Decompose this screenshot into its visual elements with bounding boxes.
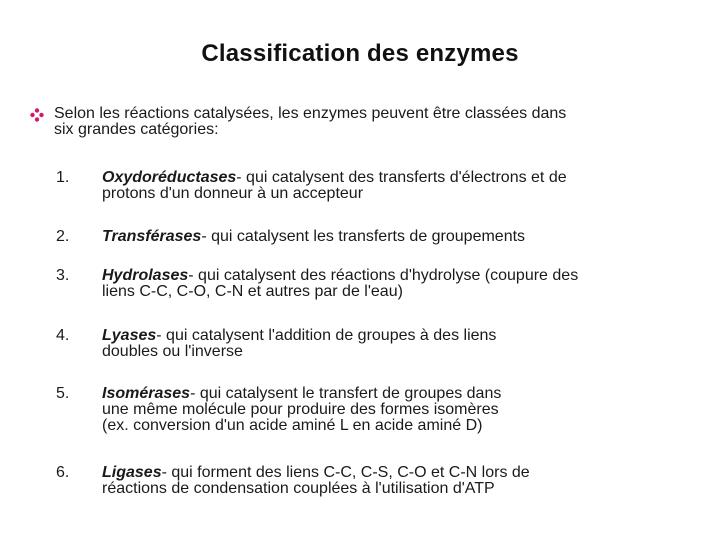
intro-line-2: six grandes catégories:: [54, 121, 219, 138]
item-term: Ligases: [102, 464, 162, 481]
item-description: - qui forment des liens C-C, C-S, C-O et C-N lors de: [161, 464, 530, 481]
item-description: - qui catalysent l'addition de groupes à des liens: [156, 327, 497, 344]
item-description: - qui catalysent des transferts d'électrons et de: [236, 169, 567, 186]
list-item-1: [56, 170, 696, 202]
list-item-3: [56, 268, 696, 300]
item-term: Lyases: [102, 327, 157, 344]
item-term: Oxydoréductases: [102, 169, 237, 186]
item-description-line-3: (ex. conversion d'un acide aminé L en acide aminé D): [102, 417, 483, 434]
item-description: - qui catalysent le transfert de groupes dans: [190, 385, 502, 402]
list-item-5: [56, 386, 696, 434]
intro-line-1: Selon les réactions catalysées, les enzymes peuvent être classées dans: [54, 105, 567, 122]
item-number: 1.: [56, 169, 70, 186]
item-number: 3.: [56, 267, 70, 284]
item-description: - qui catalysent des réactions d'hydrolyse (coupure des: [188, 267, 579, 284]
item-number: 6.: [56, 464, 70, 481]
item-description-line-2: une même molécule pour produire des formes isomères: [102, 401, 499, 418]
item-number: 5.: [56, 385, 70, 402]
diamond-bullet-icon: [30, 108, 44, 122]
intro-bullet: [30, 106, 690, 138]
item-description-line-2: réactions de condensation couplées à l'utilisation d'ATP: [102, 480, 495, 497]
list-item-2: [56, 229, 696, 245]
item-description-line-2: protons d'un donneur à un accepteur: [102, 185, 364, 202]
item-description: - qui catalysent les transferts de groupements: [201, 228, 526, 245]
item-number: 2.: [56, 228, 70, 245]
item-number: 4.: [56, 327, 70, 344]
item-term: Hydrolases: [102, 267, 189, 284]
slide-title: Classification des enzymes: [201, 40, 519, 67]
list-item-4: [56, 328, 696, 360]
item-term: Transférases: [102, 228, 202, 245]
item-term: Isomérases: [102, 385, 191, 402]
list-item-6: [56, 465, 696, 497]
item-description-line-2: doubles ou l'inverse: [102, 343, 243, 360]
item-description-line-2: liens C-C, C-O, C-N et autres par de l'eau): [102, 283, 403, 300]
